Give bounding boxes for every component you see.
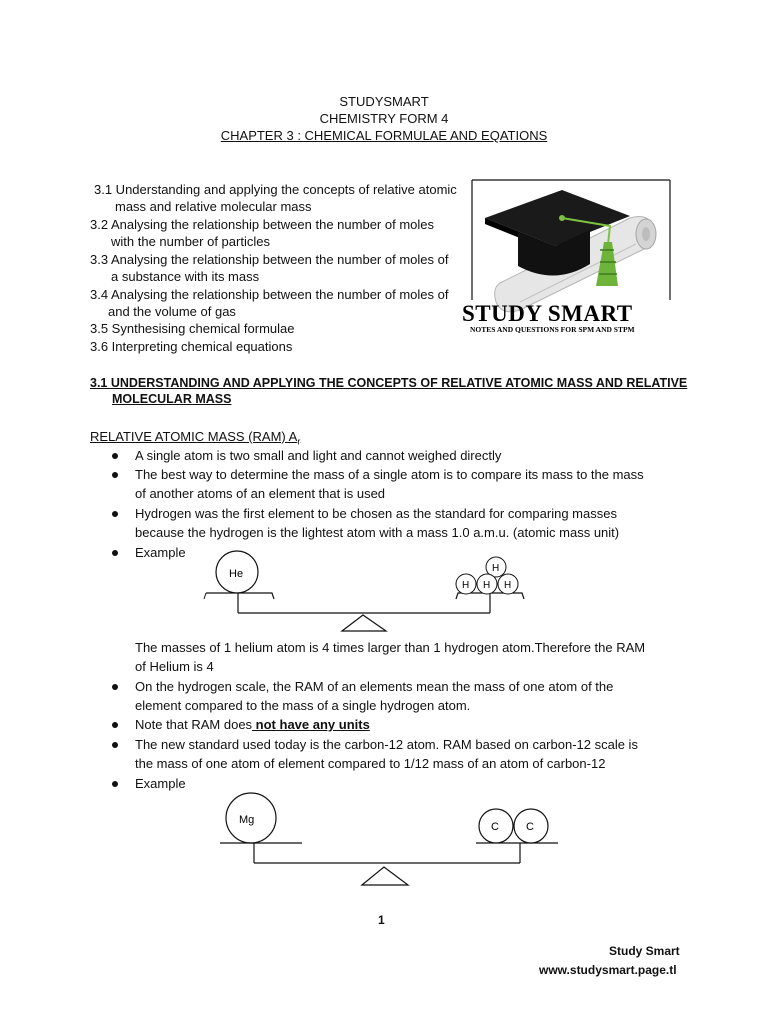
atom-label: H [483,580,491,591]
page-number: 1 [378,913,385,927]
atom-label: He [229,568,244,580]
footer-brand: Study Smart [609,944,680,958]
bullet-text: Example [135,545,186,560]
atom-label: H [462,580,470,591]
bullet-dot [112,684,118,690]
logo-subtitle: NOTES AND QUESTIONS FOR SPM AND STPM [470,325,635,334]
atom-label: H [504,580,512,591]
bullet-dot [112,781,118,787]
bullet-text: On the hydrogen scale, the RAM of an elements mean the mass of one atom of the [135,679,614,694]
bullet-dot [112,453,118,459]
bullet-text: Example [135,776,186,791]
section-heading-cont: MOLECULAR MASS [112,392,232,406]
toc-item: 3.2 Analysing the relationship between the number of moles [90,217,434,232]
toc-item: 3.5 Synthesising chemical formulae [90,321,295,336]
bullet-dot [112,550,118,556]
bullet-dot [112,742,118,748]
paragraph: The masses of 1 helium atom is 4 times larger than 1 hydrogen atom.Therefore the RAM [135,640,646,655]
ram-subheading: RELATIVE ATOMIC MASS (RAM) $A_r$ [90,429,301,447]
atom-label: H [492,563,500,574]
toc-item-cont: and the volume of gas [108,304,236,319]
toc-item: 3.1 Understanding and applying the concepts of relative atomic [94,182,457,197]
toc-item: 3.6 Interpreting chemical equations [90,339,293,354]
bullet-text: A single atom is two small and light and cannot weighed directly [135,448,502,463]
bullet-dot [112,511,118,517]
section-heading: 3.1 UNDERSTANDING AND APPLYING THE CONCEPTS OF RELATIVE ATOMIC MASS AND RELATIVE [90,376,688,390]
bullet-text: The new standard used today is the carbon-12 atom. RAM based on carbon-12 scale is [135,737,638,752]
logo-title: STUDY SMART [462,301,633,326]
bullet-dot [112,472,118,478]
bullet-text: Note that RAM does not have any units [135,717,370,732]
balance-diagram-helium [200,550,540,636]
toc-item: 3.4 Analysing the relationship between the number of moles of [90,287,449,302]
bullet-text: Hydrogen was the first element to be chosen as the standard for comparing masses [135,506,617,521]
bullet-text-cont: of another atoms of an element that is used [135,486,386,501]
atom-label: C [526,821,534,833]
toc-item-cont: mass and relative molecular mass [115,199,312,214]
bullet-dot [112,722,118,728]
doc-subject: CHEMISTRY FORM 4 [319,111,449,126]
paragraph-cont: of Helium is 4 [135,659,214,674]
bullet-text: The best way to determine the mass of a single atom is to compare its mass to the mass [135,467,644,482]
study-smart-logo [460,178,682,338]
atom-label: C [491,821,499,833]
atom-label: Mg [239,814,255,826]
bullet-text-cont: element compared to the mass of a single hydrogen atom. [135,698,471,713]
doc-title: STUDYSMART [339,94,429,109]
toc-item-cont: a substance with its mass [111,269,260,284]
toc-item-cont: with the number of particles [111,234,270,249]
bullet-text-cont: the mass of one atom of element compared to 1/12 mass of an atom of carbon-12 [135,756,606,771]
balance-diagram-magnesium [218,790,568,890]
toc-item: 3.3 Analysing the relationship between the number of moles of [90,252,449,267]
bullet-text-cont: because the hydrogen is the lightest atom with a mass 1.0 a.m.u. (atomic mass unit) [135,525,620,540]
footer-url[interactable]: www.studysmart.page.tl [539,963,677,977]
chapter-title: CHAPTER 3 : CHEMICAL FORMULAE AND EQATIONS [220,128,548,143]
